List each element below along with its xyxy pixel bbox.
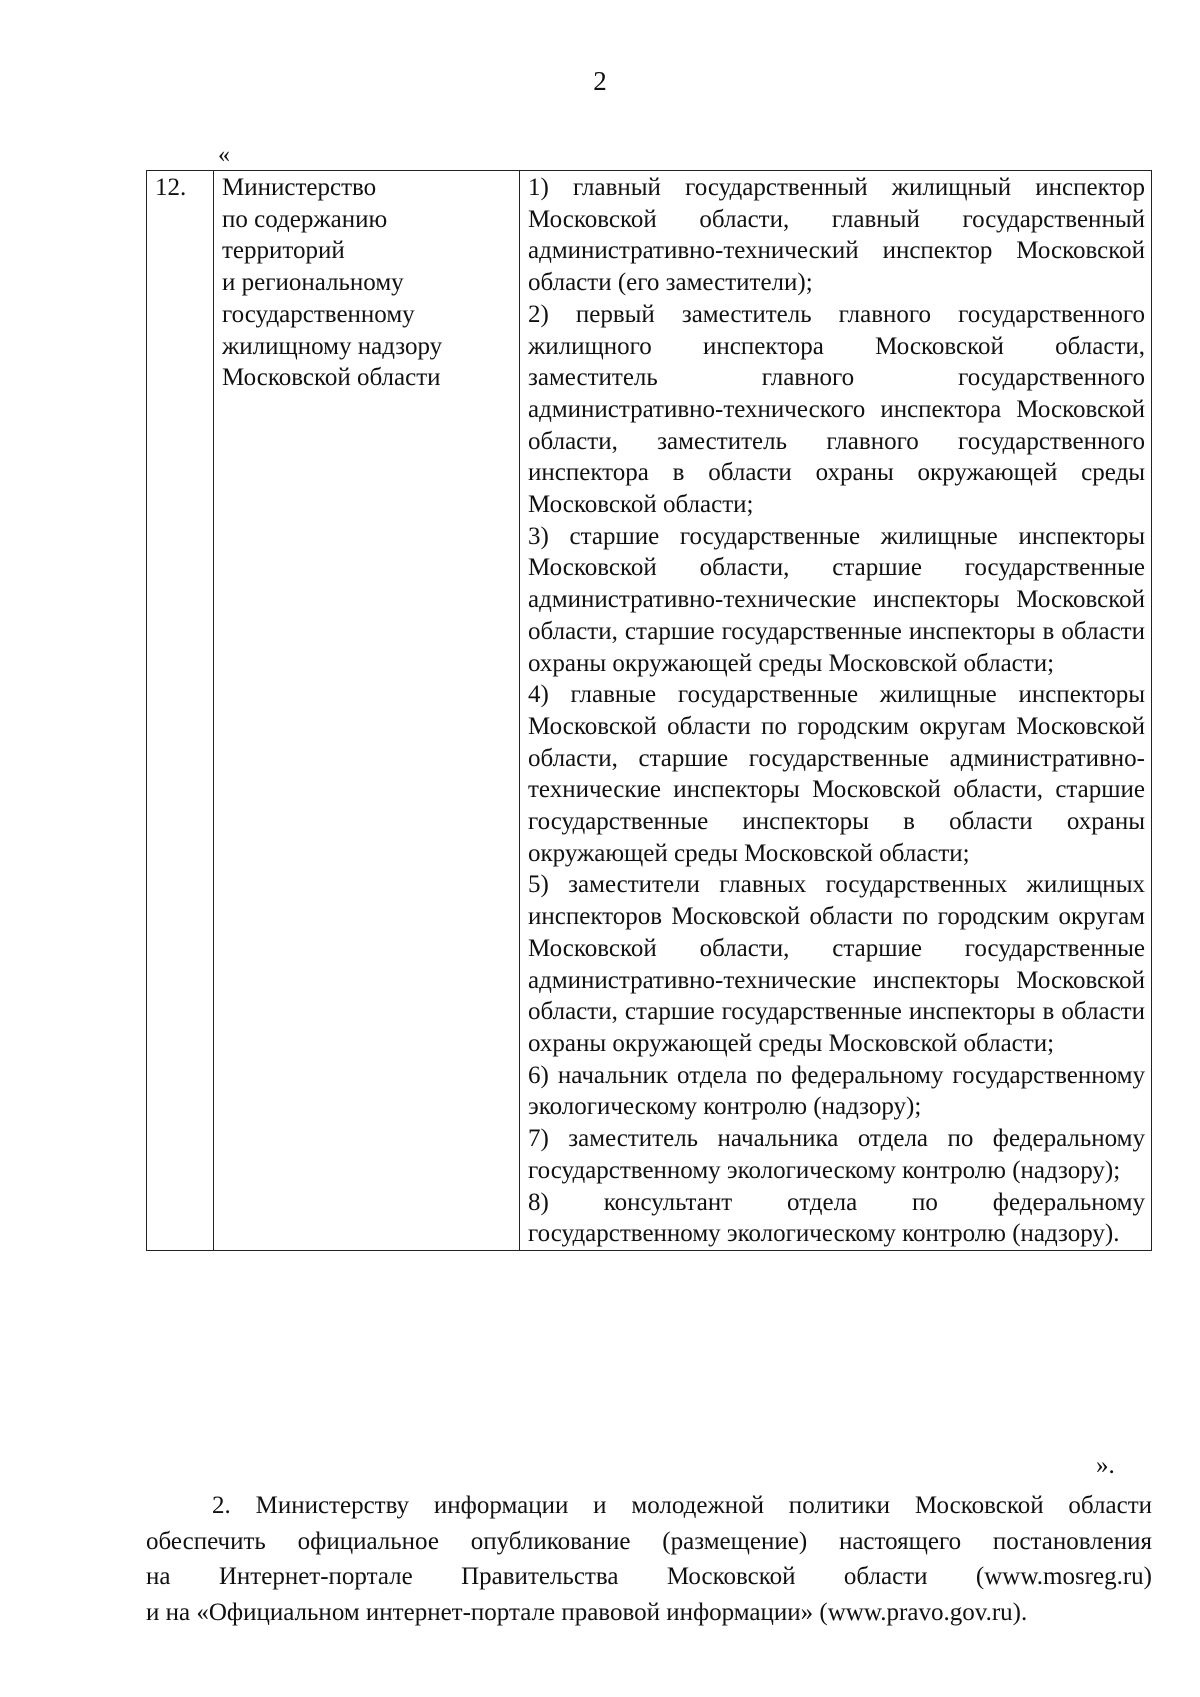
organization-cell	[214, 171, 520, 1251]
position-item: 5) заместители главных государственных жилищных инспекторов Московской области по городским округам Московской области, старшие государственные административно-технические инспекторы Московской области, старшие государственные инспекторы в области охраны окружающей среды Московской области;	[528, 871, 1145, 1057]
paragraph-line: 2. Министерству информации и молодежной политики Московской области	[212, 1492, 1152, 1519]
organization-line: Министерство	[222, 174, 377, 201]
paragraph-line: и на «Официальном интернет-портале правовой информации» (www.pravo.gov.ru).	[146, 1598, 1028, 1626]
positions-table	[146, 170, 1152, 1251]
closing-quote: ».	[1096, 1452, 1115, 1479]
position-item: 4) главные государственные жилищные инспекторы Московской области по городским округам Московской области, старшие государственные административно-технические инспекторы Московской области, старшие государственные инспекторы в области охраны окружающей среды Московской области;	[528, 681, 1145, 867]
organization-line: и региональному	[222, 269, 404, 297]
organization-line: государственному	[222, 300, 415, 328]
position-item: 3) старшие государственные жилищные инспекторы Московской области, старшие государственные административно-технические инспекторы Московской области, старшие государственные инспекторы в области охраны окружающей среды Московской области;	[528, 522, 1145, 677]
position-item: 7) заместитель начальника отдела по федеральному государственному экологическому контролю (надзору);	[528, 1125, 1145, 1184]
organization-line: Московской области	[222, 364, 441, 392]
position-item: 6) начальник отдела по федеральному государственному экологическому контролю (надзору);	[528, 1061, 1145, 1121]
positions-cell	[520, 171, 1152, 1251]
organization-line: жилищному надзору	[222, 332, 443, 360]
paragraph-2	[146, 1488, 1152, 1630]
paragraph-line: обеспечить официальное опубликование (размещение) настоящего постановления	[146, 1527, 1152, 1555]
table-row	[147, 171, 1152, 1251]
paragraph-line: на Интернет-портале Правительства Московской области (www.mosreg.ru)	[146, 1563, 1152, 1590]
position-item: 8) консультант отдела по федеральному государственному экологическому контролю (надзору).	[528, 1188, 1145, 1248]
opening-quote: «	[218, 142, 230, 168]
row-number: 12.	[147, 171, 214, 1251]
page-number: 2	[593, 66, 607, 96]
organization-line: территорий	[222, 237, 345, 265]
position-item: 1) главный государственный жилищный инспектор Московской области, главный государственный административно-технический инспектор Московской области (его заместители);	[528, 174, 1145, 297]
organization-line: по содержанию	[222, 205, 388, 233]
position-item: 2) первый заместитель главного государственного жилищного инспектора Московской области, заместитель главного государственного административно-технического инспектора Московской области, заместитель главного государственного инспектора в области охраны окружающей среды Московской области;	[528, 300, 1145, 519]
